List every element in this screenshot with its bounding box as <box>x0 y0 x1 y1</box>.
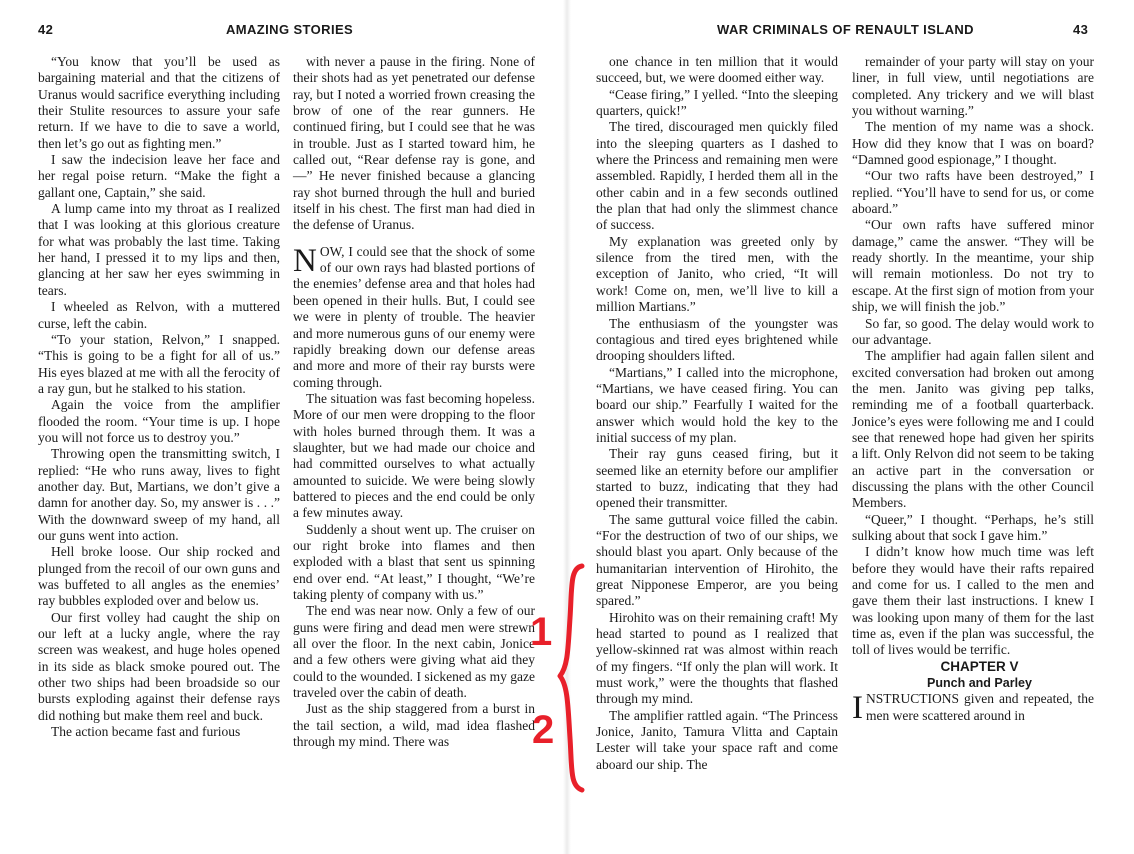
annotation-mark-2: 2 <box>532 708 555 752</box>
paragraph: “Queer,” I thought. “Perhaps, he’s still sulking about that sock I gave him.” <box>852 511 1094 543</box>
paragraph: Hell broke loose. Our ship rocked and plunged from the recoil of our own guns and was buffeted to all angles as the enemies’ ray bubbles exploded over and below us. <box>38 544 280 609</box>
paragraph: “Martians,” I called into the microphone, “Martians, we have ceased firing. You can board our ship.” Fearfully I waited for the answer which would hold the key to the initial success of my plan. <box>596 364 838 445</box>
right-page <box>567 0 1134 854</box>
paragraph: Our first volley had caught the ship on our left at a lucky angle, where the ray screen was weakest, and huge holes opened in its side as black smoke poured out. The other two ships had been broadside so our bursts exploding against their defense rays did nothing but make them reel and buck. <box>38 609 280 723</box>
paragraph: “You know that you’ll be used as bargaining material and that the citizens of Uranus would sacrifice everything including their Stulite resources to assure your safe return. If we have to die to save a world, then let’s go out as fighting men.” <box>38 54 280 151</box>
column-3 <box>596 54 838 773</box>
paragraph: The situation was fast becoming hopeless. More of our men were dropping to the floor with holes burned through them. It was a slaughter, but we had made our choice and had committed ourselves to what actually amounted to suicide. We were being slowly battered to pieces and the end could be only a few minutes away. <box>293 390 535 521</box>
paragraph: “Our two rafts have been destroyed,” I replied. “You’ll have to send for us, or come aboard.” <box>852 168 1094 217</box>
paragraph: “Cease firing,” I yelled. “Into the sleeping quarters, quick!” <box>596 86 838 119</box>
annotation-mark-1: 1 <box>530 610 553 654</box>
paragraph: The mention of my name was a shock. How did they know that I was on board? “Damned good espionage,” I thought. <box>852 119 1094 168</box>
paragraph: The amplifier rattled again. “The Princess Jonice, Janito, Tamura Vlitta and Captain Lester will take your space raft and come aboard our ship. The <box>596 707 838 772</box>
paragraph: with never a pause in the firing. None of their shots had as yet penetrated our defense ray, but I noted a worried frown creasing the brow of one of the rear gunners. He continued firing, but I could see that he was in trouble. Just as I started toward him, he called out, “Rear defense ray is gone, and—” He never finished because a glancing ray shot burned through the hull and buried itself in his chest. The first man had died in the defense of Uranus. <box>293 54 535 233</box>
column-4 <box>852 54 1094 727</box>
bracket-icon <box>520 558 590 798</box>
column-2 <box>293 54 535 750</box>
drop-cap-text: OW, I could see that the shock of some of our own rays had blasted portions of the enemies’ defense area and that holes had been opened in their hulls. But, I could see we were in plenty of trouble. The heavier and more numerous guns of our enemy were rapidly breaking down our defense areas and more and more of their ray bursts were coming through. <box>293 243 535 390</box>
paragraph: I didn’t know how much time was left before they would have their rafts repaired and come for us. I called to the men and gave them their last instructions. I knew I was looking upon many of them for the last time as, even if the plan was successful, the toll of lives would be terrific. <box>852 544 1094 658</box>
paragraph: The same guttural voice filled the cabin. “For the destruction of two of our ships, we should blast you apart. Only because of the humanitarian intervention of Hirohito, the great Nipponese Emperor, are you being spared.” <box>596 511 838 609</box>
chapter-first-paragraph <box>852 690 1094 727</box>
paragraph: The end was near now. Only a few of our guns were firing and dead men were strewn all over the floor. In the next cabin, Jonice and a few others were giving what aid they could to the wounded. I sickened as my gaze traveled over the cabin of death. <box>293 603 535 701</box>
chapter-subtitle: Punch and Parley <box>927 676 1032 691</box>
paragraph: remainder of your party will stay on your liner, in full view, until negotiations are completed. Any trickery and we will blast you without warning.” <box>852 54 1094 119</box>
column-1 <box>38 54 280 740</box>
paragraph: one chance in ten million that it would succeed, but, we were doomed either way. <box>596 54 838 86</box>
running-head-right: WAR CRIMINALS OF RENAULT ISLAND <box>717 22 974 37</box>
paragraph: The tired, discouraged men quickly filed into the sleeping quarters as I dashed to where the Princess and remaining men were assembled. Rapidly, I herded them all in the other cabin and in a few seconds outlined the plan that had only the slimmest chance of success. <box>596 119 838 233</box>
left-header <box>0 22 567 42</box>
paragraph: Just as the ship staggered from a burst in the tail section, a wild, mad idea flashed through my mind. There was <box>293 701 535 750</box>
paragraph: The action became fast and furious <box>51 724 241 740</box>
page-number-left: 42 <box>38 22 54 37</box>
red-bracket-annotation <box>520 558 590 798</box>
chapter-heading: CHAPTER V <box>940 658 1019 674</box>
running-head-left: AMAZING STORIES <box>226 22 354 37</box>
paragraph: I saw the indecision leave her face and her regal poise return. “Make the fight a gallant one, Captain,” she said. <box>38 152 280 200</box>
paragraph: I wheeled as Relvon, with a muttered curse, left the cabin. <box>38 299 280 331</box>
paragraph: A lump came into my throat as I realized that I was looking at this glorious creature for what was probably the last time. Taking her hand, I pressed it to my lips and then, glancing at her saw her eyes swimming in tears. <box>38 201 280 298</box>
paragraph: Hirohito was on their remaining craft! My head started to pound as I realized that yellow-skinned rat was almost within reach of my fingers. “If only the plan will work. It must work,” were the thoughts that flashed through my mind. <box>596 609 838 707</box>
paragraph: The enthusiasm of the youngster was contagious and tired eyes brightened while drooping shoulders lifted. <box>596 315 838 364</box>
chapter-first-text: NSTRUCTIONS given and repeated, the men were scattered around in <box>866 691 1094 723</box>
right-header <box>567 22 1134 42</box>
drop-cap-n: N <box>293 242 317 279</box>
paragraph: “Our own rafts have suffered minor damage,” came the answer. “They will be ready shortly. In the meantime, your ship will remain motionless. Do not try to escape. At the first sign of motion from your ship, we will finish the job.” <box>852 217 1094 315</box>
paragraph: Throwing open the transmitting switch, I replied: “He who runs away, lives to fight another day. But, Martians, we don’t give a damn for another day. So, my answer is . . .” With the downward sweep of my hand, all our guns went into action. <box>38 446 280 543</box>
drop-cap-paragraph <box>293 244 535 391</box>
paragraph: The amplifier had again fallen silent and excited conversation had broken out among the men. Janito was giving pep talks, reminding me of a football quarterback. Jonice’s eyes were following me and I could see that renewed hope had given her spirits a lift. Only Relvon did not seem to be taking an active part in the conversation or discussing the plans with the other Council Members. <box>852 348 1094 511</box>
paragraph: My explanation was greeted only by silence from the tired men, with the exception of Janito, who cried, “It will work! Come on, men, we’ll live to kill a million Martians.” <box>596 233 838 315</box>
paragraph: So far, so good. The delay would work to our advantage. <box>852 315 1094 347</box>
paragraph: Their ray guns ceased firing, but it seemed like an eternity before our amplifier started to buzz, indicating that they had opened their transmitter. <box>596 446 838 511</box>
paragraph: “To your station, Relvon,” I snapped. “This is going to be a fight for all of us.” His eyes blazed at me with all the ferocity of a ray gun, but he stalked to his station. <box>38 331 280 396</box>
paragraph: Suddenly a shout went up. The cruiser on our right broke into flames and then exploded with a blast that sent us spinning end over end. “At least,” I thought, “We’re taking plenty of company with us.” <box>293 521 535 602</box>
drop-cap-i: I <box>852 690 863 727</box>
paragraph: Again the voice from the amplifier flooded the room. “Your time is up. I hope you will not force us to destroy you.” <box>38 397 280 445</box>
page-number-right: 43 <box>1073 22 1089 37</box>
